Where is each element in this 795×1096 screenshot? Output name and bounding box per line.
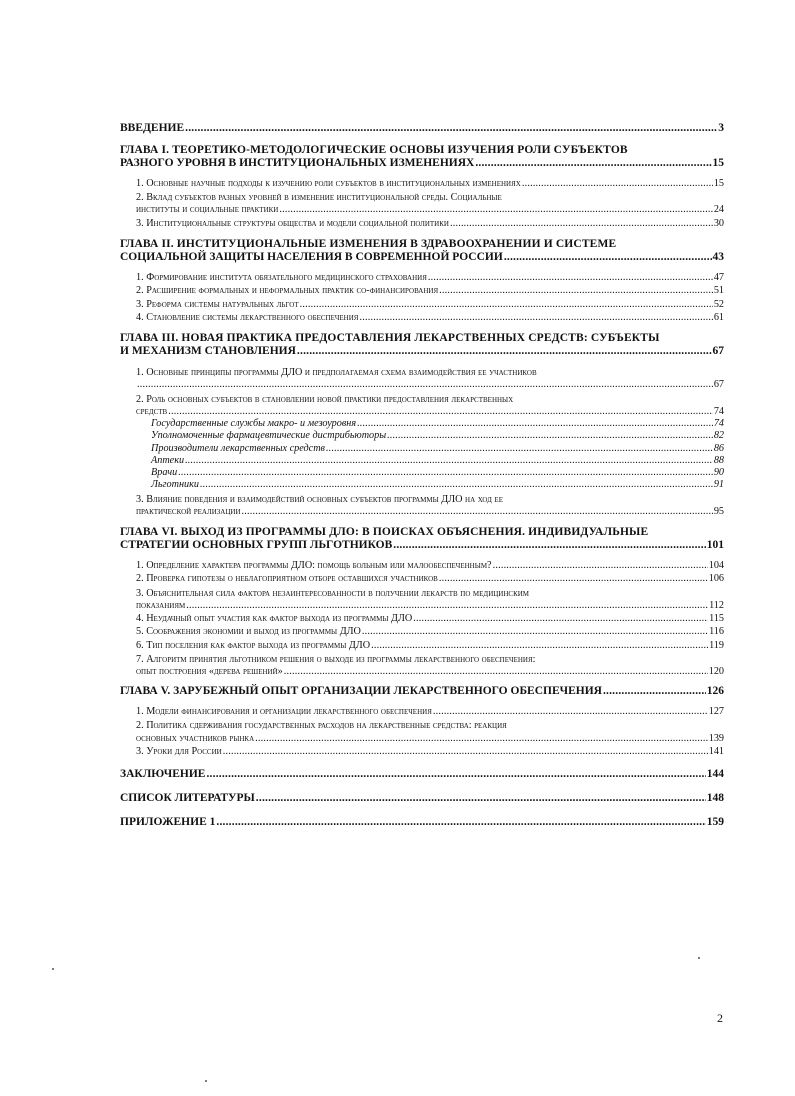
toc-page-number: 106	[708, 573, 724, 585]
section-title-line1: 2. Вклад субъектов разных уровней в изменение институциональной среды. Социальные	[136, 192, 502, 204]
dot-leader	[256, 792, 706, 806]
section-title-line1: 2. Роль основных субъектов в становлении новой практики предоставления лекарственных	[136, 393, 514, 405]
section-title: 3. Реформа системы натуральных льгот	[136, 298, 299, 310]
dot-leader	[206, 768, 705, 782]
toc-page-number: 88	[713, 454, 724, 466]
toc-entry-title: ЗАКЛЮЧЕНИЕ	[120, 768, 206, 781]
section-title-line2: средств	[136, 405, 168, 417]
chapter-title-line2: СТРАТЕГИИ ОСНОВНЫХ ГРУПП ЛЬГОТНИКОВ	[120, 539, 393, 552]
toc-page-number: 24	[713, 204, 724, 216]
dot-leader	[475, 157, 711, 171]
dot-leader	[297, 345, 712, 359]
toc-section[interactable]	[120, 746, 724, 758]
toc-page-number: 74	[713, 418, 724, 430]
chapter-title-line2: И МЕХАНИЗМ СТАНОВЛЕНИЯ	[120, 345, 296, 358]
section-title-line1: 3. Влияние поведения и взаимодействий основных субъектов программы ДЛО на ход ее	[136, 493, 503, 505]
toc-section[interactable]	[120, 191, 724, 216]
toc-chapter-5[interactable]	[120, 685, 724, 699]
section-title: 1. Формирование института обязательного медицинского страхования	[136, 272, 427, 284]
chapter-title-line1: ГЛАВА II. ИНСТИТУЦИОНАЛЬНЫЕ ИЗМЕНЕНИЯ В ЗДРАВООХРАНЕНИИ И СИСТЕМЕ	[120, 237, 617, 250]
toc-subsection[interactable]	[120, 479, 724, 491]
chapter-title: ГЛАВА V. ЗАРУБЕЖНЫЙ ОПЫТ ОРГАНИЗАЦИИ ЛЕКАРСТВЕННОГО ОБЕСПЕЧЕНИЯ	[120, 685, 602, 698]
section-title: 2. Проверка гипотезы о неблагоприятном отборе оставшихся участников	[136, 573, 438, 585]
scan-speck	[698, 957, 700, 959]
toc-subsection[interactable]	[120, 443, 724, 455]
toc-section[interactable]	[120, 218, 724, 230]
toc-section[interactable]	[120, 560, 724, 572]
toc-page-number: 116	[709, 626, 724, 638]
toc-chapter-4[interactable]	[120, 525, 724, 553]
toc-page-number: 47	[713, 272, 724, 284]
chapter-title-line1: ГЛАВА I. ТЕОРЕТИКО-МЕТОДОЛОГИЧЕСКИЕ ОСНОВЫ ИЗУЧЕНИЯ РОЛИ СУБЪЕКТОВ	[120, 143, 628, 156]
toc-page-number: 139	[708, 732, 724, 744]
toc-page-number: 15	[713, 177, 724, 189]
toc-page-number: 86	[713, 442, 724, 454]
toc-page-number: 43	[712, 251, 724, 264]
toc-page-number: 159	[706, 815, 724, 828]
toc-section[interactable]	[120, 719, 724, 744]
section-title: 4. Становление системы лекарственного обеспечения	[136, 311, 359, 323]
section-title: 1. Основные научные подходы к изучению роли субъектов в институциональных изменениях	[136, 177, 521, 189]
toc-section[interactable]	[120, 178, 724, 190]
section-title: 3. Институциональные структуры общества и модели социальной политики	[136, 217, 449, 229]
toc-section[interactable]	[120, 626, 724, 638]
toc-section[interactable]	[120, 272, 724, 284]
section-title: 4. Неудачный опыт участия как фактор выхода из программы ДЛО	[136, 613, 413, 625]
table-of-contents	[120, 122, 724, 830]
toc-page-number: 144	[706, 768, 724, 781]
section-title-line2: основных участников рынка	[136, 732, 255, 744]
toc-section[interactable]	[120, 285, 724, 297]
toc-section[interactable]	[120, 573, 724, 585]
toc-subsection[interactable]	[120, 455, 724, 467]
toc-page-number: 112	[709, 599, 724, 611]
dot-leader	[185, 122, 717, 136]
toc-references[interactable]	[120, 792, 724, 806]
toc-section[interactable]	[120, 312, 724, 324]
toc-page-number: 115	[709, 613, 724, 625]
toc-section[interactable]	[120, 393, 724, 418]
toc-page-number: 67	[712, 345, 724, 358]
section-title-line1: 2. Политика сдерживания государственных расходов на лекарственные средства: реакция	[136, 720, 507, 732]
toc-page-number: 90	[713, 467, 724, 479]
toc-page-number: 30	[713, 217, 724, 229]
toc-subsection[interactable]	[120, 467, 724, 479]
section-title: 1. Определение характера программы ДЛО: помощь больным или малообеспеченным?	[136, 560, 492, 572]
subsection-title: Государственные службы макро- и мезоуровня	[151, 418, 357, 430]
toc-entry-title: ВВЕДЕНИЕ	[120, 122, 185, 134]
toc-subsection[interactable]	[120, 418, 724, 430]
section-title-line2: практической реализации	[136, 505, 241, 517]
toc-section[interactable]	[120, 613, 724, 625]
toc-page-number: 120	[708, 666, 724, 678]
subsection-title: Врачи	[151, 467, 178, 479]
toc-section[interactable]	[120, 640, 724, 652]
section-title-line1: 3. Объяснительная сила фактора незаинтересованности в получении лекарств по медицинским	[136, 587, 530, 599]
toc-page-number: 104	[708, 560, 724, 572]
subsection-title: Производители лекарственных средств	[151, 442, 325, 454]
dot-leader	[393, 539, 706, 553]
toc-page-number: 148	[706, 791, 724, 804]
toc-section[interactable]	[120, 706, 724, 718]
toc-chapter-1[interactable]	[120, 143, 724, 171]
toc-page-number: 82	[713, 430, 724, 442]
toc-section[interactable]	[120, 299, 724, 311]
toc-section[interactable]	[120, 653, 724, 678]
subsection-title: Уполномоченные фармацевтические дистрибьюторы	[151, 430, 387, 442]
toc-page-number: 51	[713, 285, 724, 297]
chapter-title-line1: ГЛАВА VI. ВЫХОД ИЗ ПРОГРАММЫ ДЛО: В ПОИСКАХ ОБЪЯСНЕНИЯ. ИНДИВИДУАЛЬНЫЕ	[120, 526, 649, 539]
chapter-title-line1: ГЛАВА III. НОВАЯ ПРАКТИКА ПРЕДОСТАВЛЕНИЯ ЛЕКАРСТВЕННЫХ СРЕДСТВ: СУБЪЕКТЫ	[120, 332, 660, 345]
toc-page-number: 3	[718, 122, 724, 134]
toc-appendix[interactable]	[120, 816, 724, 830]
chapter-title-line2: СОЦИАЛЬНОЙ ЗАЩИТЫ НАСЕЛЕНИЯ В СОВРЕМЕННОЙ РОССИИ	[120, 251, 503, 264]
section-title: 6. Тип поселения как фактор выхода из программы ДЛО	[136, 639, 371, 651]
section-title-line1: 7. Алгоритм принятия льготником решения о выходе из программы лекарственного обеспечения:	[136, 653, 536, 665]
toc-page-number: 119	[709, 639, 724, 651]
section-title-line1: 1. Основные принципы программы ДЛО и предполагаемая схема взаимодействия ее участников	[136, 367, 537, 379]
section-title: 5. Соображения экономии и выход из программы ДЛО	[136, 626, 361, 638]
chapter-title-line2: РАЗНОГО УРОВНЯ В ИНСТИТУЦИОНАЛЬНЫХ ИЗМЕНЕНИЯХ	[120, 157, 475, 170]
toc-section[interactable]	[120, 366, 724, 391]
toc-chapter-3[interactable]	[120, 331, 724, 359]
toc-page-number: 61	[713, 311, 724, 323]
toc-page-number: 126	[706, 685, 724, 698]
subsection-title: Льготники	[151, 479, 199, 491]
dot-leader	[504, 251, 712, 265]
scan-speck	[205, 1080, 207, 1082]
toc-chapter-2[interactable]	[120, 237, 724, 265]
toc-page-number: 127	[708, 706, 724, 718]
toc-page-number: 141	[708, 745, 724, 757]
toc-section[interactable]	[120, 587, 724, 612]
toc-conclusion[interactable]	[120, 768, 724, 782]
section-title-line2: показаниям	[136, 599, 186, 611]
toc-subsection[interactable]	[120, 430, 724, 442]
scan-speck	[52, 968, 54, 970]
section-title: 3. Уроки для России	[136, 745, 222, 757]
toc-section[interactable]	[120, 493, 724, 518]
page-number: 2	[717, 1011, 723, 1025]
toc-intro[interactable]	[120, 122, 724, 136]
toc-page-number: 52	[713, 298, 724, 310]
toc-page-number: 91	[713, 479, 724, 491]
toc-entry-title: СПИСОК ЛИТЕРАТУРЫ	[120, 791, 255, 804]
toc-page-number: 74	[713, 405, 724, 417]
toc-entry-title: ПРИЛОЖЕНИЕ 1	[120, 815, 216, 828]
toc-page-number: 15	[712, 157, 724, 170]
dot-leader	[216, 816, 705, 830]
toc-page-number: 101	[706, 539, 724, 552]
section-title: 2. Расширение формальных и неформальных практик со-финансирования	[136, 285, 439, 297]
section-title-line2: институты и социальные практики	[136, 204, 279, 216]
subsection-title: Аптеки	[151, 454, 185, 466]
toc-page-number: 67	[713, 379, 724, 391]
dot-leader	[603, 685, 706, 699]
section-title-line2: опыт построения «дерева решений»	[136, 666, 283, 678]
section-title: 1. Модели финансирования и организации лекарственного обеспечения	[136, 706, 432, 718]
toc-page-number: 95	[713, 505, 724, 517]
